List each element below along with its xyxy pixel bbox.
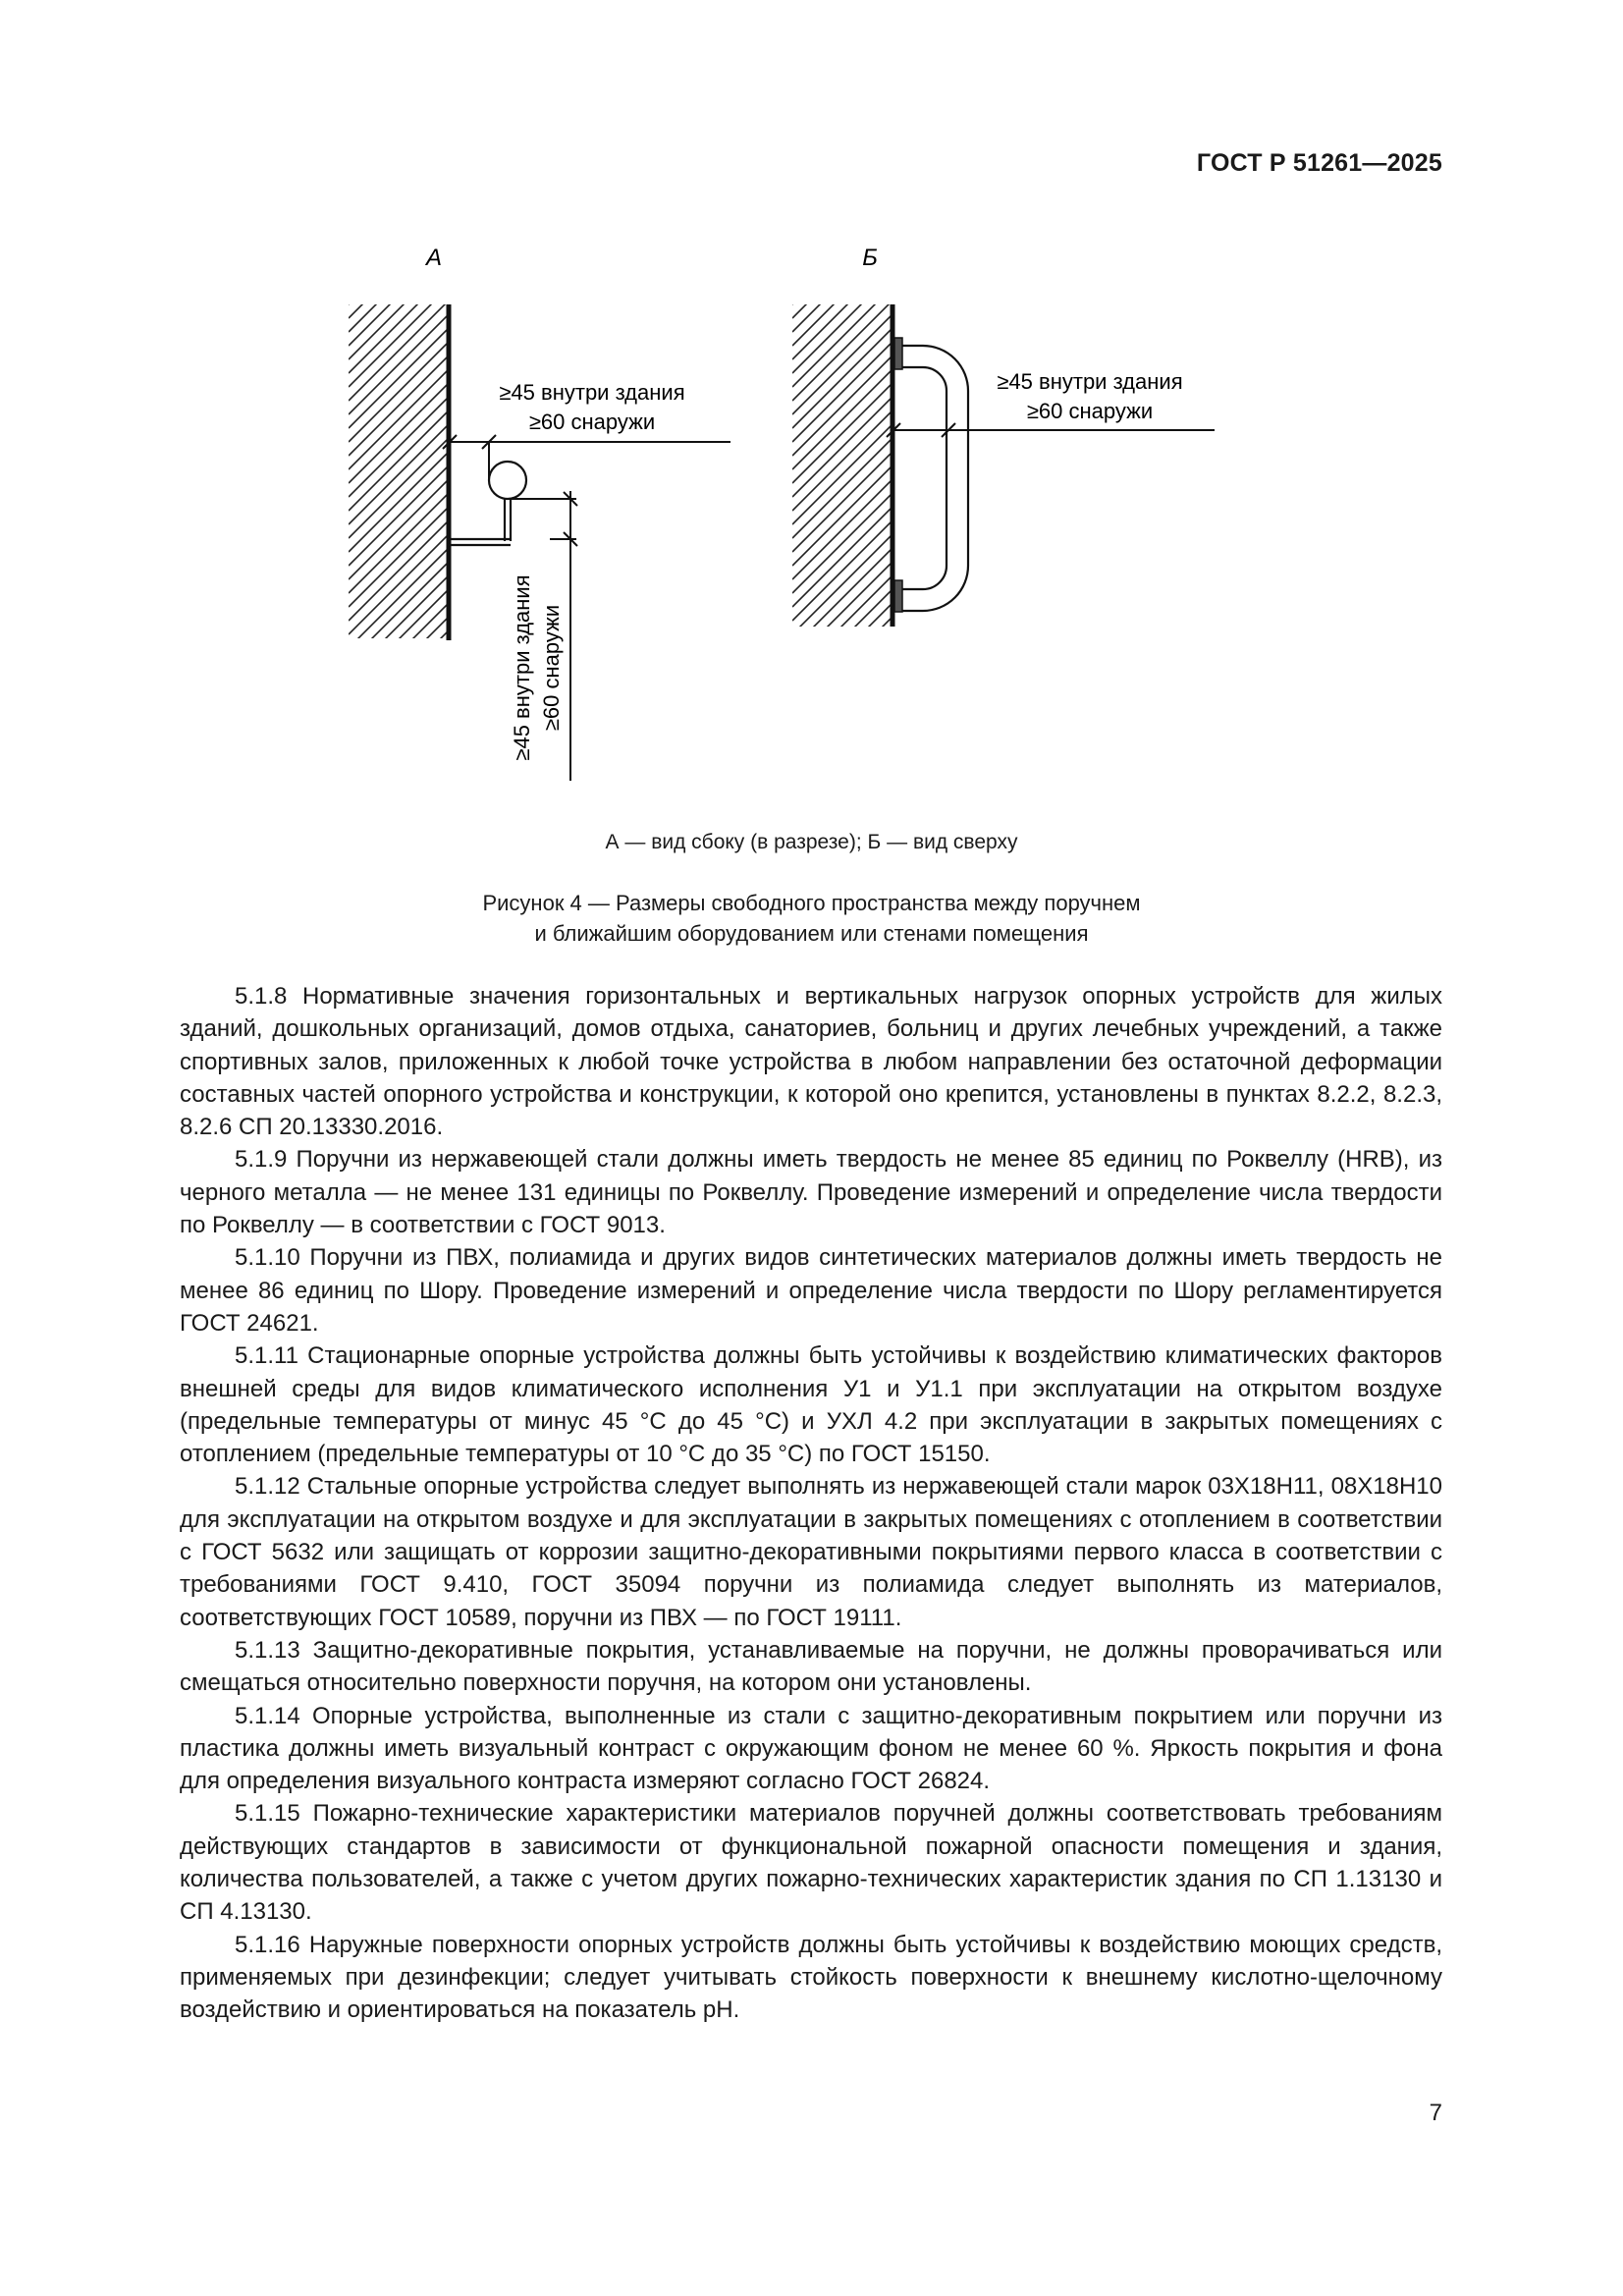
hatch-line bbox=[349, 410, 449, 511]
figure-caption-line1: Рисунок 4 — Размеры свободного пространства между поручнем bbox=[482, 891, 1141, 915]
hatch-line bbox=[349, 493, 449, 593]
hatch-line bbox=[792, 259, 893, 359]
paragraph-5-1-14: 5.1.14 Опорные устройства, выполненные из стали с защитно-декоративным покрытием или поручни из пластика должны иметь визуальный контраст с окружающим фоном не менее 60 %. Яркость покрытия и фона для определения визуального контраста измеряют согласно ГОСТ 26824. bbox=[180, 1702, 1442, 1795]
hatch-line bbox=[349, 699, 449, 799]
hatch-line bbox=[349, 575, 449, 676]
hatch-line bbox=[792, 342, 893, 442]
paragraph-5-1-8: 5.1.8 Нормативные значения горизонтальных и вертикальных нагрузок опорных устройств для жилых зданий, дошкольных организаций, домов отдыха, санаториев, больниц и других лечебных учреждений, а также спортивных залов, приложенных к любой точке устройства в любом направлении без остаточной деформации составных частей опорного устройства и конструкции, к которой оно крепится, установлены в пунктах 8.2.2, 8.2.3, 8.2.6 СП 20.13330.2016. bbox=[180, 983, 1442, 1141]
hatch-line bbox=[349, 685, 449, 786]
dim-a-vertical-outside-text: ≥60 снаружи bbox=[539, 604, 564, 732]
hatch-line bbox=[792, 562, 893, 662]
hatch-line bbox=[792, 548, 893, 648]
hatch-line bbox=[792, 685, 893, 786]
handrail-top-view bbox=[902, 346, 968, 611]
hatch-line bbox=[349, 397, 449, 497]
paragraph-5-1-10: 5.1.10 Поручни из ПВХ, полиамида и других видов синтетических материалов должны иметь твердость не менее 86 единиц по Шору. Проведение измерений и определение числа твердости по Шору регламентируется ГОСТ 24621. bbox=[180, 1244, 1442, 1337]
hatch-line bbox=[792, 520, 893, 621]
hatch-line bbox=[792, 452, 893, 552]
hatch-line bbox=[349, 548, 449, 648]
paragraph-5-1-12: 5.1.12 Стальные опорные устройства следует выполнять из нержавеющей стали марок 03Х18Н11, 08Х18Н10 для эксплуатации на открытом воздухе и для эксплуатации в закрытых помещениях с отоплением в соответствии с ГОСТ 5632 или защищать от коррозии защитно-декоративными покрытиями первого класса в соответствии с требованиями ГОСТ 9.410, ГОСТ 35094 поручни из полиамида следует выполнять из материалов, соответствующих ГОСТ 10589, поручни из ПВХ — по ГОСТ 19111. bbox=[180, 1473, 1442, 1631]
hatch-line bbox=[349, 727, 449, 825]
hatch-line bbox=[792, 287, 893, 387]
dim-a-outside-text: ≥60 снаружи bbox=[528, 410, 656, 434]
hatch-line bbox=[349, 452, 449, 552]
hatch-line bbox=[349, 342, 449, 442]
document-header: ГОСТ Р 51261—2025 bbox=[1196, 149, 1442, 177]
handrail-section bbox=[449, 462, 526, 545]
hatch-line bbox=[349, 273, 449, 373]
hatch-line bbox=[792, 273, 893, 373]
hatch-line bbox=[349, 589, 449, 689]
hatch-line bbox=[349, 287, 449, 387]
hatch-line bbox=[792, 507, 893, 607]
hatch-line bbox=[792, 617, 893, 717]
hatch-line bbox=[349, 617, 449, 717]
hatch-line bbox=[792, 438, 893, 538]
hatch-line bbox=[349, 424, 449, 524]
view-a-label: А bbox=[425, 245, 443, 271]
figure-4-diagram bbox=[0, 0, 1623, 825]
dim-b-outside-text: ≥60 снаружи bbox=[1026, 399, 1154, 423]
hatch-line bbox=[349, 314, 449, 414]
figure-legend: А — вид сбоку (в разрезе); Б — вид сверху bbox=[605, 831, 1018, 853]
hatch-line bbox=[349, 658, 449, 758]
dim-a-vertical-inside-text: ≥45 внутри здания bbox=[510, 574, 534, 761]
hatch-line bbox=[792, 369, 893, 469]
hatch-line bbox=[792, 410, 893, 511]
hatch-line bbox=[792, 672, 893, 772]
hatch-line bbox=[792, 713, 893, 813]
hatch-line bbox=[349, 713, 449, 813]
dimension-horizontal-a bbox=[443, 435, 730, 480]
hatch-line bbox=[349, 534, 449, 634]
dimension-horizontal-b bbox=[887, 423, 1215, 437]
figure-caption-line2: и ближайшим оборудованием или стенами помещения bbox=[534, 921, 1089, 946]
hatch-line bbox=[792, 355, 893, 456]
body-text bbox=[180, 980, 1442, 2027]
hatch-line bbox=[792, 658, 893, 758]
hatch-line bbox=[792, 575, 893, 676]
hatch-line bbox=[349, 520, 449, 621]
view-b-label: Б bbox=[862, 245, 878, 271]
hatch-line bbox=[349, 479, 449, 579]
page-number: 7 bbox=[1429, 2100, 1442, 2126]
paragraph-5-1-15: 5.1.15 Пожарно-технические характеристики материалов поручней должны соответствовать требованиям действующих стандартов в зависимости от функциональной пожарной опасности помещения и здания, количества пользователей, а также с учетом других пожарно-технических характеристик здания по СП 1.13130 и СП 4.13130. bbox=[180, 1800, 1442, 1926]
paragraph-5-1-16: 5.1.16 Наружные поверхности опорных устройств должны быть устойчивы к воздействию моющих средств, применяемых при дезинфекции; следует учитывать стойкость поверхности к внешнему кислотно-щелочному воздействию и ориентироваться на показатель рН. bbox=[180, 1931, 1442, 2024]
hatch-line bbox=[792, 589, 893, 689]
hatch-line bbox=[349, 301, 449, 401]
hatch-line bbox=[792, 465, 893, 566]
hatch-line bbox=[792, 479, 893, 579]
hatch-line bbox=[349, 438, 449, 538]
hatch-line bbox=[792, 328, 893, 428]
hatch-line bbox=[792, 534, 893, 634]
hatch-line bbox=[349, 465, 449, 566]
hatch-line bbox=[349, 644, 449, 744]
dim-a-inside-text: ≥45 внутри здания bbox=[499, 380, 685, 405]
hatch-line bbox=[792, 397, 893, 497]
hatch-line bbox=[349, 369, 449, 469]
paragraph-5-1-13: 5.1.13 Защитно-декоративные покрытия, устанавливаемые на поручни, не должны проворачиваться или смещаться относительно поверхности поручня, на котором они установлены. bbox=[180, 1636, 1442, 1697]
hatch-line bbox=[792, 301, 893, 401]
hatch-line bbox=[792, 603, 893, 703]
figure-caption bbox=[0, 888, 1623, 949]
hatch-line bbox=[792, 314, 893, 414]
hatch-line bbox=[792, 699, 893, 799]
hatch-line bbox=[349, 328, 449, 428]
hatch-line bbox=[349, 672, 449, 772]
hatch-line bbox=[349, 630, 449, 731]
hatch-line bbox=[792, 424, 893, 524]
paragraph-5-1-11: 5.1.11 Стационарные опорные устройства должны быть устойчивы к воздействию климатических факторов внешней среды для видов климатического исполнения У1 и У1.1 при эксплуатации на открытом воздухе (предельные температуры от минус 45 °С до 45 °С) и УХЛ 4.2 при эксплуатации в закрытых помещениях с отоплением (предельные температуры от 10 °С до 35 °С) по ГОСТ 15150. bbox=[180, 1342, 1442, 1468]
hatch-line bbox=[349, 603, 449, 703]
hatch-line bbox=[349, 562, 449, 662]
wall-hatch-b bbox=[792, 204, 893, 813]
hatch-line bbox=[349, 355, 449, 456]
hatch-line bbox=[792, 493, 893, 593]
wall-hatch-a bbox=[349, 204, 449, 825]
handrail-circle bbox=[489, 462, 526, 499]
hatch-line bbox=[349, 259, 449, 359]
hatch-line bbox=[349, 383, 449, 483]
mount-plate-bottom bbox=[894, 580, 902, 612]
hatch-line bbox=[792, 644, 893, 744]
hatch-line bbox=[349, 507, 449, 607]
mount-plate-top bbox=[894, 338, 902, 369]
dim-b-inside-text: ≥45 внутри здания bbox=[997, 369, 1183, 394]
paragraph-5-1-9: 5.1.9 Поручни из нержавеющей стали должны иметь твердость не менее 85 единиц по Роквеллу (HRB), из черного металла — не менее 131 единицы по Роквеллу. Проведение измерений и определение числа твердости по Роквеллу — в соответствии с ГОСТ 9013. bbox=[180, 1146, 1442, 1239]
hatch-line bbox=[792, 630, 893, 731]
hatch-line bbox=[792, 383, 893, 483]
